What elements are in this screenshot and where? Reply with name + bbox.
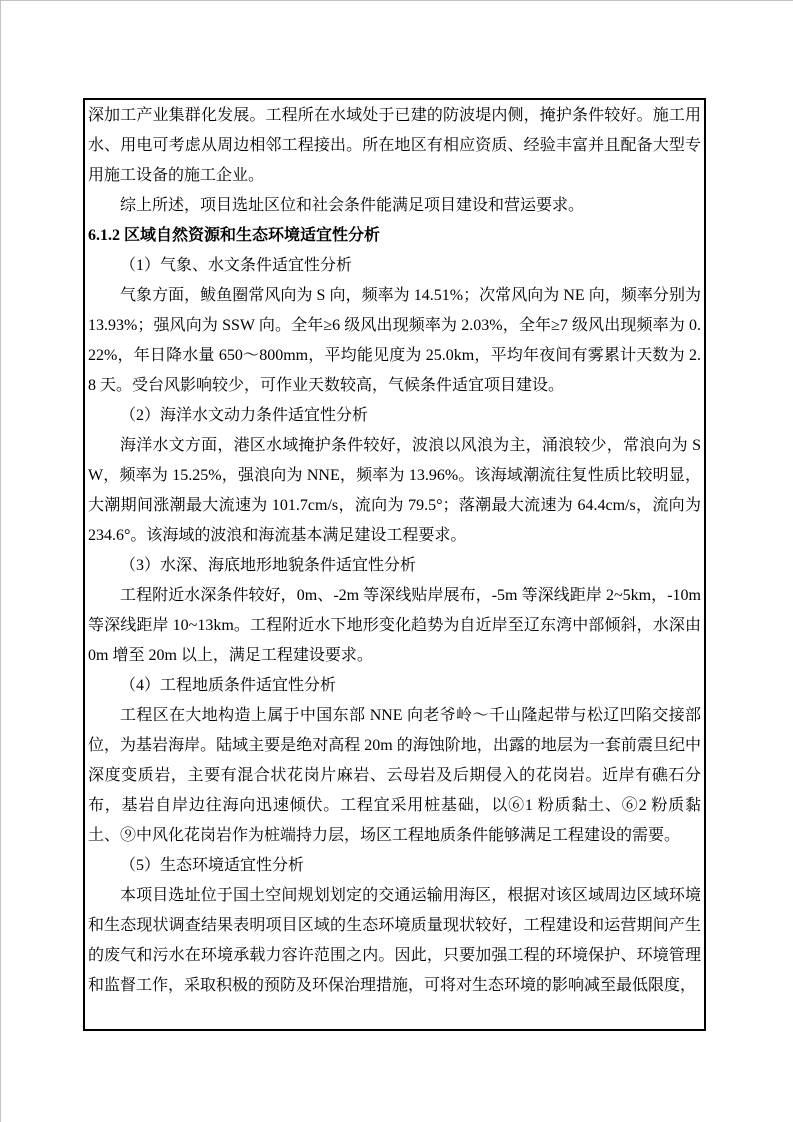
body-paragraph: 本项目选址位于国土空间规划划定的交通运输用海区，根据对该区域周边区域环境和生态现状调查结果表明项目区域的生态环境质量现状较好，工程建设和运营期间产生的废气和污水在环境承载力容许范围之内。因此，只要加强工程的环境保护、环境管理和监督工作，采取积极的预防及环保治理措施，可将对生态环境的影响减至最低限度，: [88, 887, 701, 994]
sub-heading: （2）海洋水文动力条件适宜性分析: [120, 407, 369, 424]
body-paragraph: 气象方面，鲅鱼圈常风向为 S 向，频率为 14.51%；次常风向为 NE 向，频率分别为 13.93%；强风向为 SSW 向。全年≥6 级风出现频率为 2.03%，全年≥7 级风出现频率为 0.22%，年日降水量 650～800mm，平均能见度为 25.0km，平均年夜间有雾累计天数为 2.8 天。受台风影响较少，可作业天数较高，气候条件适宜项目建设。: [88, 287, 701, 394]
sub-heading: （4）工程地质条件适宜性分析: [120, 677, 337, 694]
body-paragraph: 深加工产业集群化发展。工程所在水域处于已建的防波堤内侧，掩护条件较好。施工用水、用电可考虑从周边相邻工程接出。所在地区有相应资质、经验丰富并且配备大型专用施工设备的施工企业。: [88, 107, 701, 184]
table-cell: [83, 98, 706, 1031]
sub-heading: （5）生态环境适宜性分析: [120, 857, 305, 874]
body-paragraph: 工程区在大地构造上属于中国东部 NNE 向老爷岭～千山隆起带与松辽凹陷交接部位，为基岩海岸。陆域主要是绝对高程 20m 的海蚀阶地，出露的地层为一套前震旦纪中深度变质岩，主要有混合状花岗片麻岩、云母岩及后期侵入的花岗岩。近岸有礁石分布，基岩自岸边往海向迅速倾伏。工程宜采用桩基础，以⑥1 粉质黏土、⑥2 粉质黏土、⑨中风化花岗岩作为桩端持力层，场区工程地质条件能够满足工程建设的需要。: [88, 707, 701, 844]
body-paragraph: 海洋水文方面，港区水域掩护条件较好，波浪以风浪为主，涌浪较少，常浪向为 SW，频率为 15.25%，强浪向为 NNE，频率为 13.96%。该海域潮流往复性质比较明显，大潮期间涨潮最大流速为 101.7cm/s，流向为 79.5°；落潮最大流速为 64.4cm/s，流向为 234.6°。该海域的波浪和海流基本满足建设工程要求。: [88, 437, 701, 544]
body-paragraph: 工程附近水深条件较好，0m、-2m 等深线贴岸展布，-5m 等深线距岸 2~5km，-10m 等深线距岸 10~13km。工程附近水下地形变化趋势为自近岸至辽东湾中部倾斜，水深由 0m 增至 20m 以上，满足工程建设要求。: [88, 587, 701, 664]
body-paragraph: 综上所述，项目选址区位和社会条件能满足项目建设和营运要求。: [120, 197, 585, 214]
sub-heading: （3）水深、海底地形地貌条件适宜性分析: [120, 557, 417, 574]
section-heading: 6.1.2 区域自然资源和生态环境适宜性分析: [88, 227, 381, 244]
sub-heading: （1）气象、水文条件适宜性分析: [120, 257, 353, 274]
